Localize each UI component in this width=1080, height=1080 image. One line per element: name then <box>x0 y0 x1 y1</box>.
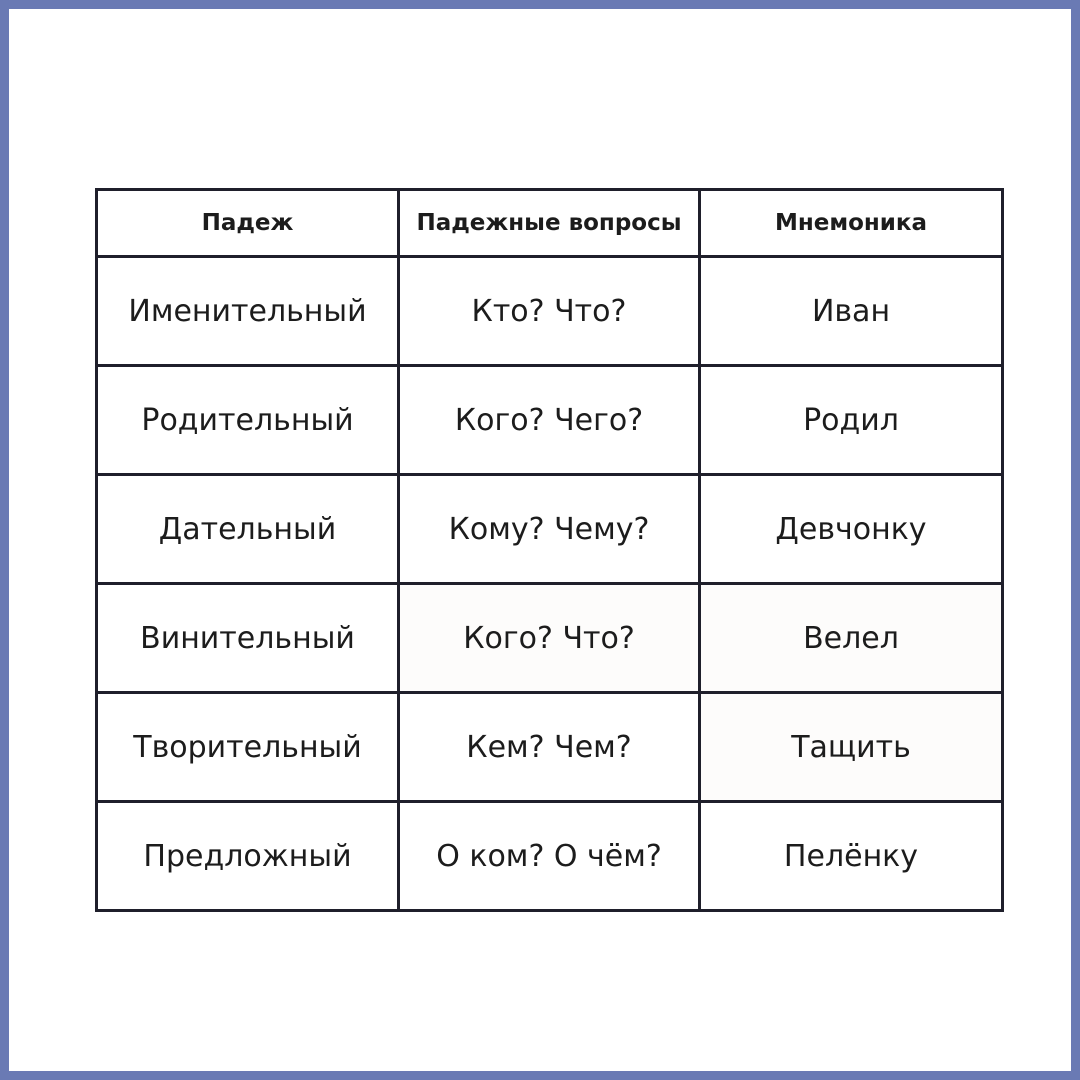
table-row <box>97 584 1003 693</box>
questions-cell <box>399 257 700 366</box>
header-mnemonic-label: Мнемоника <box>774 210 928 236</box>
case-mnemonic: Велел <box>803 620 899 656</box>
mnemonic-cell <box>700 802 1003 911</box>
mnemonic-cell <box>700 475 1003 584</box>
case-cell <box>97 802 399 911</box>
header-case-label: Падеж <box>201 210 294 236</box>
case-name: Винительный <box>140 620 355 656</box>
case-questions: О ком? О чём? <box>436 838 662 874</box>
questions-cell <box>399 584 700 693</box>
mnemonic-cell <box>700 584 1003 693</box>
header-mnemonic <box>700 190 1003 257</box>
questions-cell <box>399 475 700 584</box>
header-questions <box>399 190 700 257</box>
case-mnemonic: Пелёнку <box>783 838 919 874</box>
case-name: Предложный <box>143 838 352 874</box>
table-row <box>97 366 1003 475</box>
table-row <box>97 475 1003 584</box>
case-questions: Кого? Чего? <box>454 402 644 438</box>
case-cell <box>97 475 399 584</box>
mnemonic-cell <box>700 366 1003 475</box>
mnemonic-cell <box>700 693 1003 802</box>
case-name: Творительный <box>133 729 362 765</box>
header-questions-label: Падежные вопросы <box>416 210 682 236</box>
case-mnemonic: Девчонку <box>775 511 927 547</box>
table-row <box>97 693 1003 802</box>
case-mnemonic: Иван <box>811 293 891 329</box>
case-mnemonic: Родил <box>803 402 899 438</box>
case-questions: Кто? Что? <box>471 293 627 329</box>
mnemonic-cell <box>700 257 1003 366</box>
case-questions: Кого? Что? <box>463 620 635 656</box>
header-row <box>97 190 1003 257</box>
case-table <box>95 188 1004 912</box>
case-cell <box>97 257 399 366</box>
case-name: Именительный <box>128 293 367 329</box>
questions-cell <box>399 693 700 802</box>
questions-cell <box>399 366 700 475</box>
header-case <box>97 190 399 257</box>
case-name: Дательный <box>158 511 337 547</box>
table-row <box>97 257 1003 366</box>
case-cell <box>97 584 399 693</box>
case-cell <box>97 693 399 802</box>
case-name: Родительный <box>141 402 354 438</box>
case-mnemonic: Тащить <box>791 729 911 765</box>
case-cell <box>97 366 399 475</box>
case-questions: Кем? Чем? <box>466 729 632 765</box>
table-row <box>97 802 1003 911</box>
questions-cell <box>399 802 700 911</box>
case-questions: Кому? Чему? <box>448 511 650 547</box>
